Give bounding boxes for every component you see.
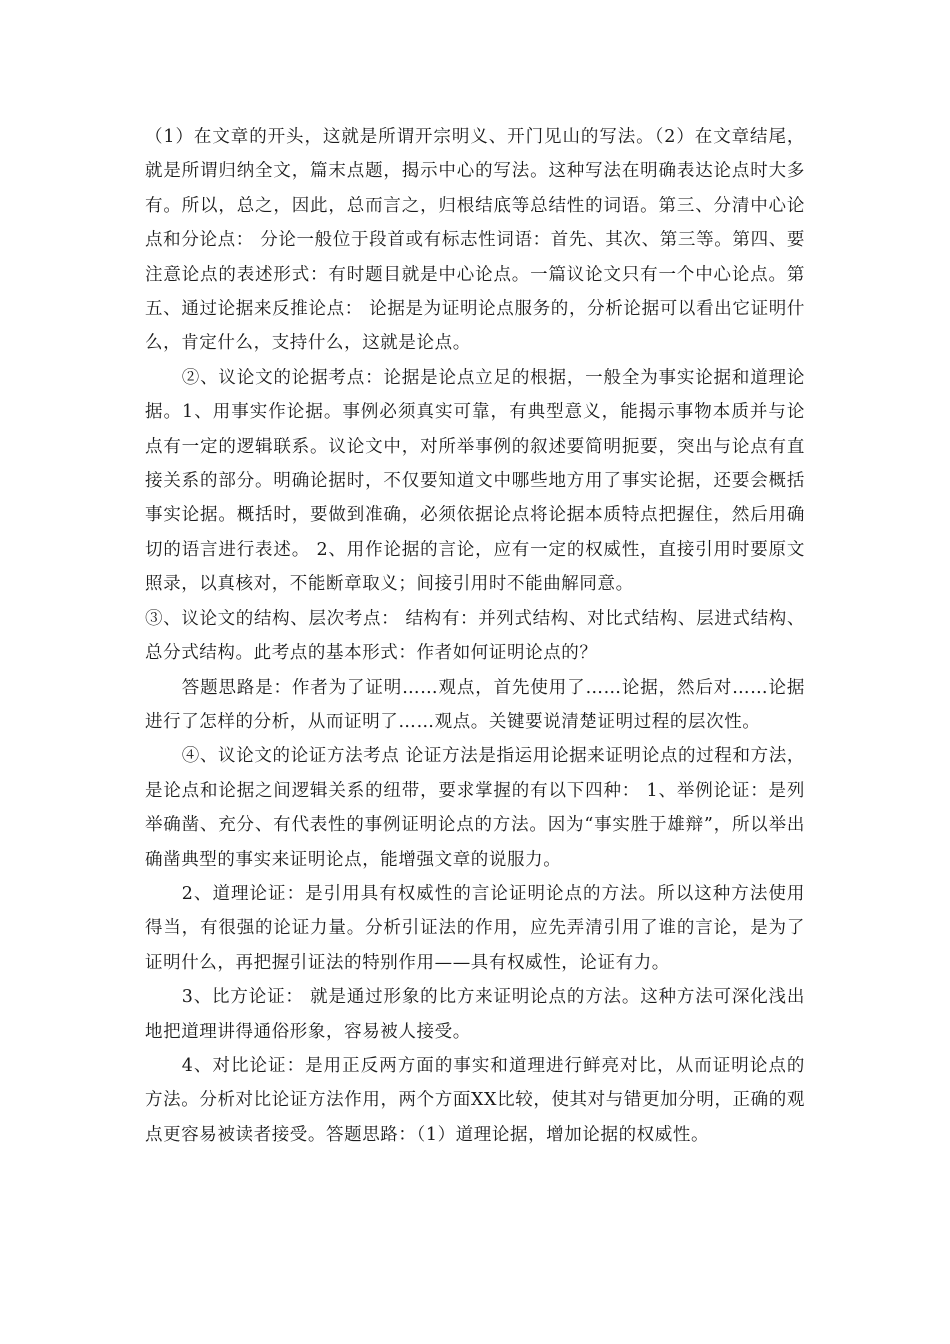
paragraph-structure-points: ③、议论文的结构、层次考点： 结构有：并列式结构、对比式结构、层进式结构、总分式结构。此考点的基本形式：作者如何证明论点的？ — [145, 608, 805, 664]
paragraph-reasoning-argument: 2、道理论证：是引用具有权威性的言论证明论点的方法。所以这种方法使用得当，有很强的论证力量。分析引证法的作用，应先弄清引用了谁的言论，是为了证明什么，再把握引证法的特别作用——具有权威性，论证有力。 — [145, 883, 805, 973]
paragraph-analogy-argument: 3、比方论证： 就是通过形象的比方来证明论点的方法。这种方法可深化浅出地把道理讲得通俗形象，容易被人接受。 — [145, 987, 805, 1042]
paragraph-argument-methods: ④、议论文的论证方法考点 论证方法是指运用论据来证明论点的过程和方法，是论点和论据之间逻辑关系的纽带，要求掌握的有以下四种： 1、举例论证：是列举确凿、充分、有代表性的事例证明论点的方法。因为“事实胜于雄辩”，所以举出确凿典型的事实来证明论点，能增强文章的说服力。 — [145, 746, 805, 870]
paragraph-evidence-points: ②、议论文的论据考点：论据是论点立足的根据，一般全为事实论据和道理论据。1、用事实作论据。事例必须真实可靠，有典型意义，能揭示事物本质并与论点有一定的逻辑联系。议论文中，对所举事例的叙述要简明扼要，突出与论点有直接关系的部分。明确论据时，不仅要知道文中哪些地方用了事实论据，还要会概括事实论据。概括时，要做到准确，必须依据论点将论据本质特点把握住，然后用确切的语言进行表述。 2、用作论据的言论，应有一定的权威性，直接引用时要原文照录，以真核对，不能断章取义；间接引用时不能曲解同意。 — [145, 367, 805, 595]
document-body — [145, 120, 805, 1152]
paragraph-thesis-location: （1）在文章的开头，这就是所谓开宗明义、开门见山的写法。（2）在文章结尾，就是所谓归纳全文，篇末点题，揭示中心的写法。这种写法在明确表达论点时大多有。所以，总之，因此，总而言之，归根结底等总结性的词语。第三、分清中心论点和分论点： 分论一般位于段首或有标志性词语：首先、其次、第三等。第四、要注意论点的表述形式：有时题目就是中心论点。一篇议论文只有一个中心论点。第五、通过论据来反推论点： 论据是为证明论点服务的，分析论据可以看出它证明什么，肯定什么，支持什么，这就是论点。 — [145, 127, 805, 354]
paragraph-answer-approach: 答题思路是：作者为了证明……观点，首先使用了……论据，然后对……论据进行了怎样的分析，从而证明了……观点。关键要说清楚证明过程的层次性。 — [145, 677, 805, 732]
paragraph-contrast-argument: 4、对比论证：是用正反两方面的事实和道理进行鲜亮对比，从而证明论点的方法。分析对比论证方法作用，两个方面XX比较，使其对与错更加分明，正确的观点更容易被读者接受。答题思路：（1）道理论据，增加论据的权威性。 — [145, 1055, 805, 1145]
